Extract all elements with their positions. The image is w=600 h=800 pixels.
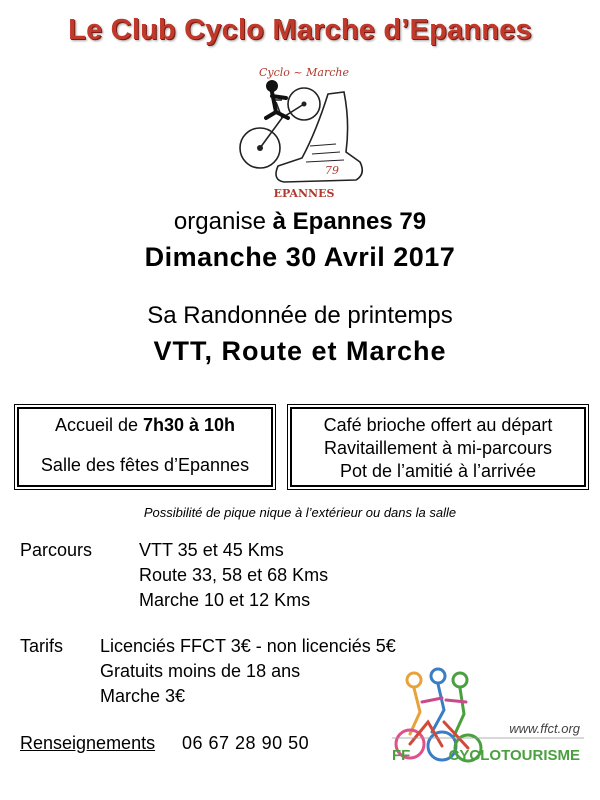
tarif-item: Licenciés FFCT 3€ - non licenciés 5€ xyxy=(100,636,396,656)
event-date: Dimanche 30 Avril 2017 xyxy=(144,242,456,272)
phone-number: 06 67 28 90 50 xyxy=(182,733,310,753)
renseignements-label: Renseignements xyxy=(20,733,156,753)
service-item: Café brioche offert au départ xyxy=(323,415,553,435)
ffct-logo xyxy=(384,662,588,788)
picnic-note: Possibilité de pique nique à l’extérieur ou dans la salle xyxy=(143,505,457,520)
randonnee-line: Sa Randonnée de printemps xyxy=(147,302,453,329)
accueil-prefix: Accueil de xyxy=(54,415,143,435)
service-item: Ravitaillement à mi-parcours xyxy=(323,438,553,458)
accueil-hours: 7h30 à 10h xyxy=(143,415,236,435)
page-title: Le Club Cyclo Marche d’Epannes xyxy=(68,14,532,46)
tarif-item: Marche 3€ xyxy=(100,686,186,706)
parcours-item: VTT 35 et 45 Kms xyxy=(139,540,284,560)
service-item: Pot de l’amitié à l’arrivée xyxy=(339,461,537,481)
logo-bottom-text: EPANNES xyxy=(273,187,335,200)
organise-place: à Epannes 79 xyxy=(272,208,427,235)
tarifs-label: Tarifs xyxy=(20,636,64,656)
logo-number: 79 xyxy=(325,164,339,177)
logo-top-text: Cyclo ~ Marche xyxy=(259,66,349,79)
ffct-url: www.ffct.org xyxy=(509,721,580,736)
accueil-hours-line xyxy=(19,414,271,437)
accueil-box xyxy=(17,407,273,487)
parcours-label: Parcours xyxy=(20,540,93,560)
tarifs-list xyxy=(100,634,396,709)
organise-prefix: organise xyxy=(173,208,273,235)
organise-line xyxy=(0,208,600,236)
services-box xyxy=(290,407,586,487)
activities-line: VTT, Route et Marche xyxy=(153,336,447,366)
ffct-ff: FF xyxy=(392,747,411,764)
parcours-item: Marche 10 et 12 Kms xyxy=(139,590,311,610)
parcours-item: Route 33, 58 et 68 Kms xyxy=(139,565,329,585)
accueil-place: Salle des fêtes d’Epannes xyxy=(40,455,250,475)
club-logo xyxy=(232,62,370,202)
ffct-cyclo: CYCLOTOURISME xyxy=(448,747,580,764)
parcours-list xyxy=(139,538,328,613)
tarif-item: Gratuits moins de 18 ans xyxy=(100,661,301,681)
